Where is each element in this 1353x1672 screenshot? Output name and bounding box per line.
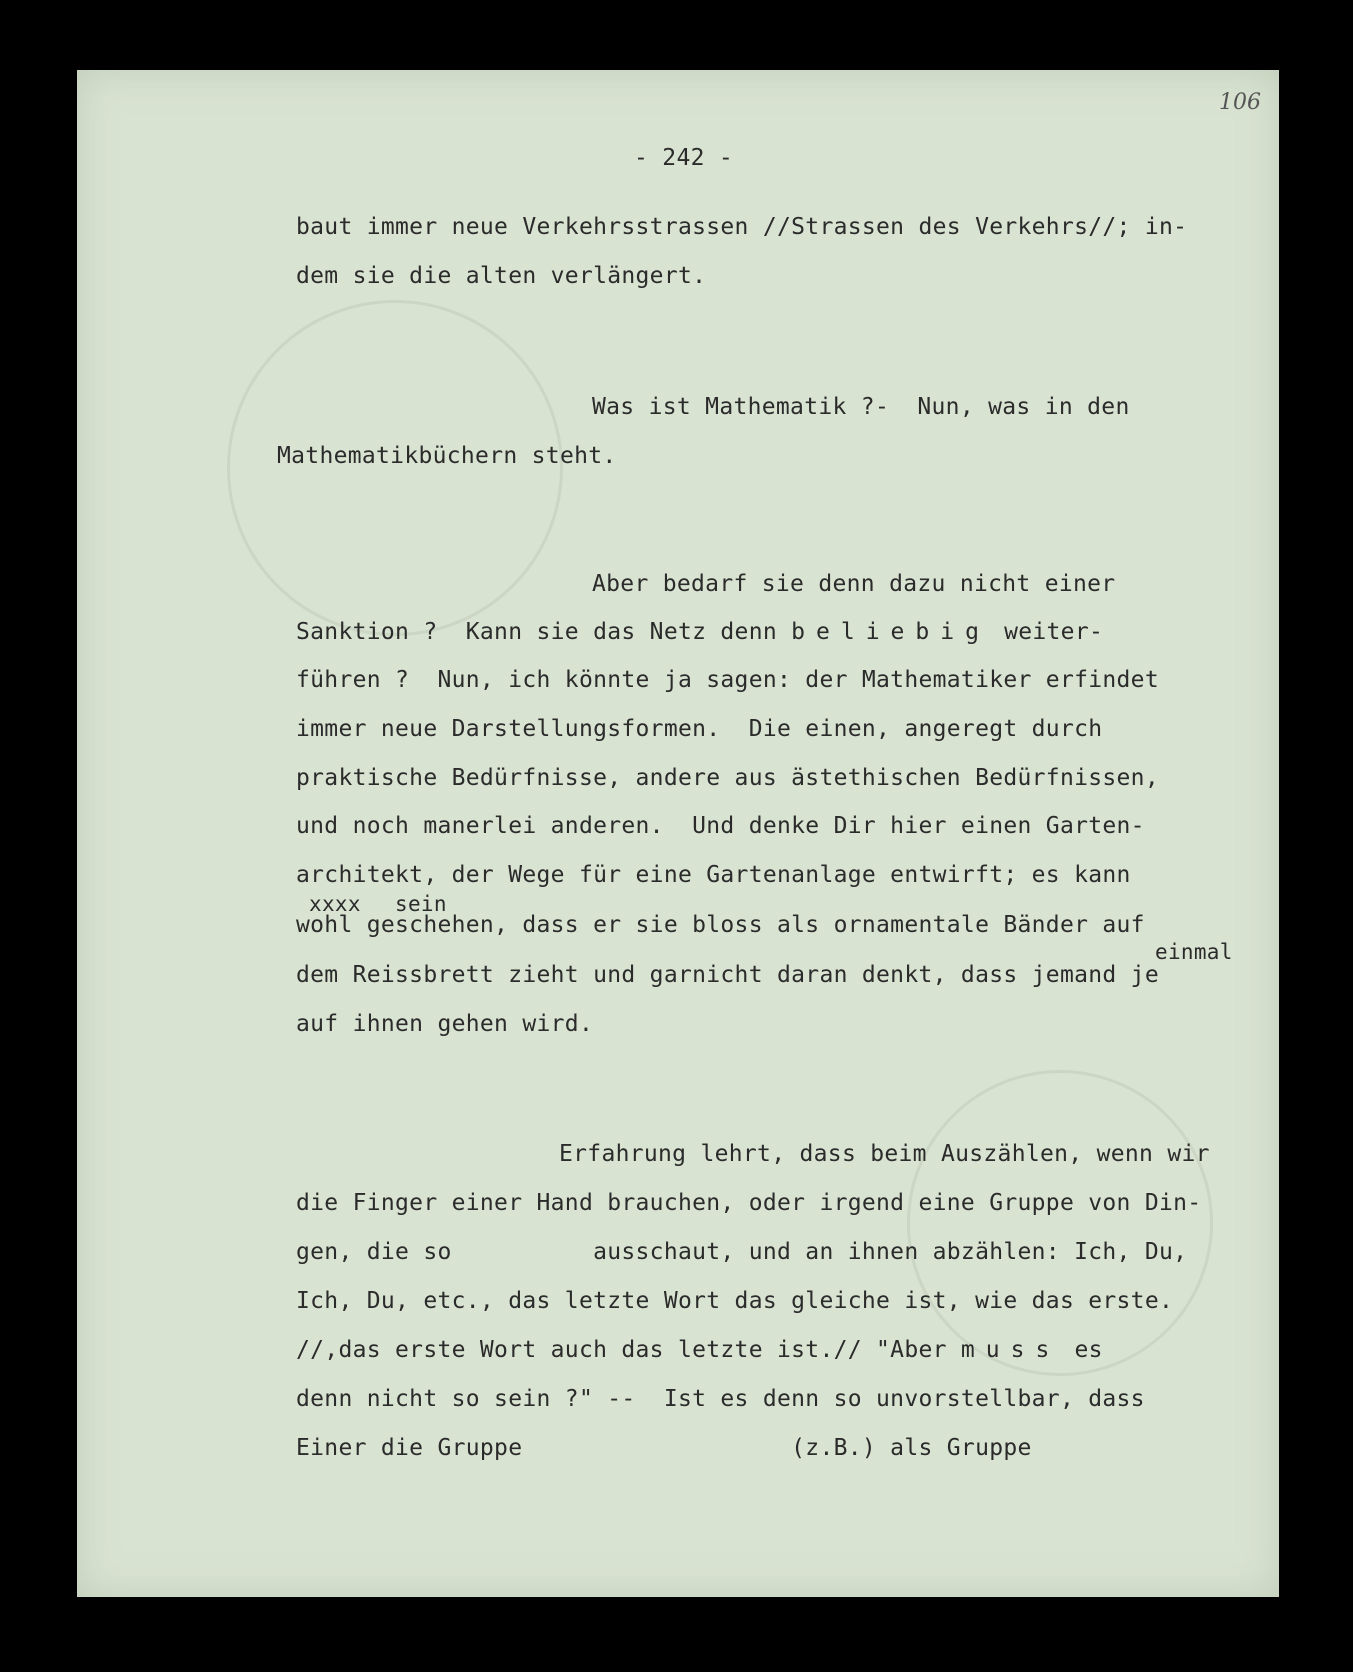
text-segment: //,das erste Wort auch das letzte ist.// "Aber bbox=[296, 1337, 961, 1363]
text-segment: Sanktion ? Kann sie das Netz denn bbox=[296, 619, 792, 645]
text-line: immer neue Darstellungsformen. Die einen, angeregt durch bbox=[296, 716, 1103, 742]
document-page bbox=[77, 70, 1279, 1597]
text-line: praktische Bedürfnisse, andere aus ästethischen Bedürfnissen, bbox=[296, 765, 1159, 791]
text-line: Aber bedarf sie denn dazu nicht einer bbox=[592, 571, 1116, 597]
folio-number: 106 bbox=[1219, 90, 1261, 115]
text-line: führen ? Nun, ich könnte ja sagen: der Mathematiker erfindet bbox=[296, 667, 1159, 693]
spaced-word: beliebig bbox=[791, 619, 990, 645]
text-line: auf ihnen gehen wird. bbox=[296, 1011, 594, 1037]
page-number: - 242 - bbox=[634, 145, 734, 171]
inserted-word: sein bbox=[395, 892, 447, 916]
text-line: denn nicht so sein ?" -- Ist es denn so unvorstellbar, dass bbox=[296, 1386, 1145, 1412]
text-line: dem sie die alten verlängert. bbox=[296, 263, 707, 289]
text-line: Einer die Gruppe (z.B.) als Gruppe bbox=[296, 1435, 1032, 1461]
text-line: Mathematikbüchern steht. bbox=[277, 443, 617, 469]
text-line bbox=[296, 1338, 1103, 1362]
text-line: wohl geschehen, dass er sie bloss als ornamentale Bänder auf bbox=[296, 912, 1145, 938]
text-line: Erfahrung lehrt, dass beim Auszählen, wenn wir bbox=[559, 1141, 1210, 1167]
text-line bbox=[296, 620, 1103, 644]
text-line: dem Reissbrett zieht und garnicht daran denkt, dass jemand je bbox=[296, 962, 1159, 988]
inserted-word: einmal bbox=[1155, 940, 1233, 964]
text-line: die Finger einer Hand brauchen, oder irgend eine Gruppe von Din- bbox=[296, 1190, 1202, 1216]
text-line: und noch manerlei anderen. Und denke Dir hier einen Garten- bbox=[296, 813, 1145, 839]
faded-stamp bbox=[907, 1070, 1213, 1376]
text-line: gen, die so ausschaut, und an ihnen abzählen: Ich, Du, bbox=[296, 1239, 1188, 1265]
text-line: architekt, der Wege für eine Gartenanlage entwirft; es kann bbox=[296, 862, 1131, 888]
spaced-word: muss bbox=[960, 1337, 1061, 1363]
struck-word: xxxx bbox=[309, 892, 361, 916]
text-line: baut immer neue Verkehrsstrassen //Strassen des Verkehrs//; in- bbox=[296, 214, 1188, 240]
text-line: Ich, Du, etc., das letzte Wort das gleiche ist, wie das erste. bbox=[296, 1288, 1174, 1314]
text-segment: weiter- bbox=[989, 619, 1104, 645]
text-line: Was ist Mathematik ?- Nun, was in den bbox=[592, 394, 1130, 420]
text-segment: es bbox=[1060, 1337, 1103, 1363]
